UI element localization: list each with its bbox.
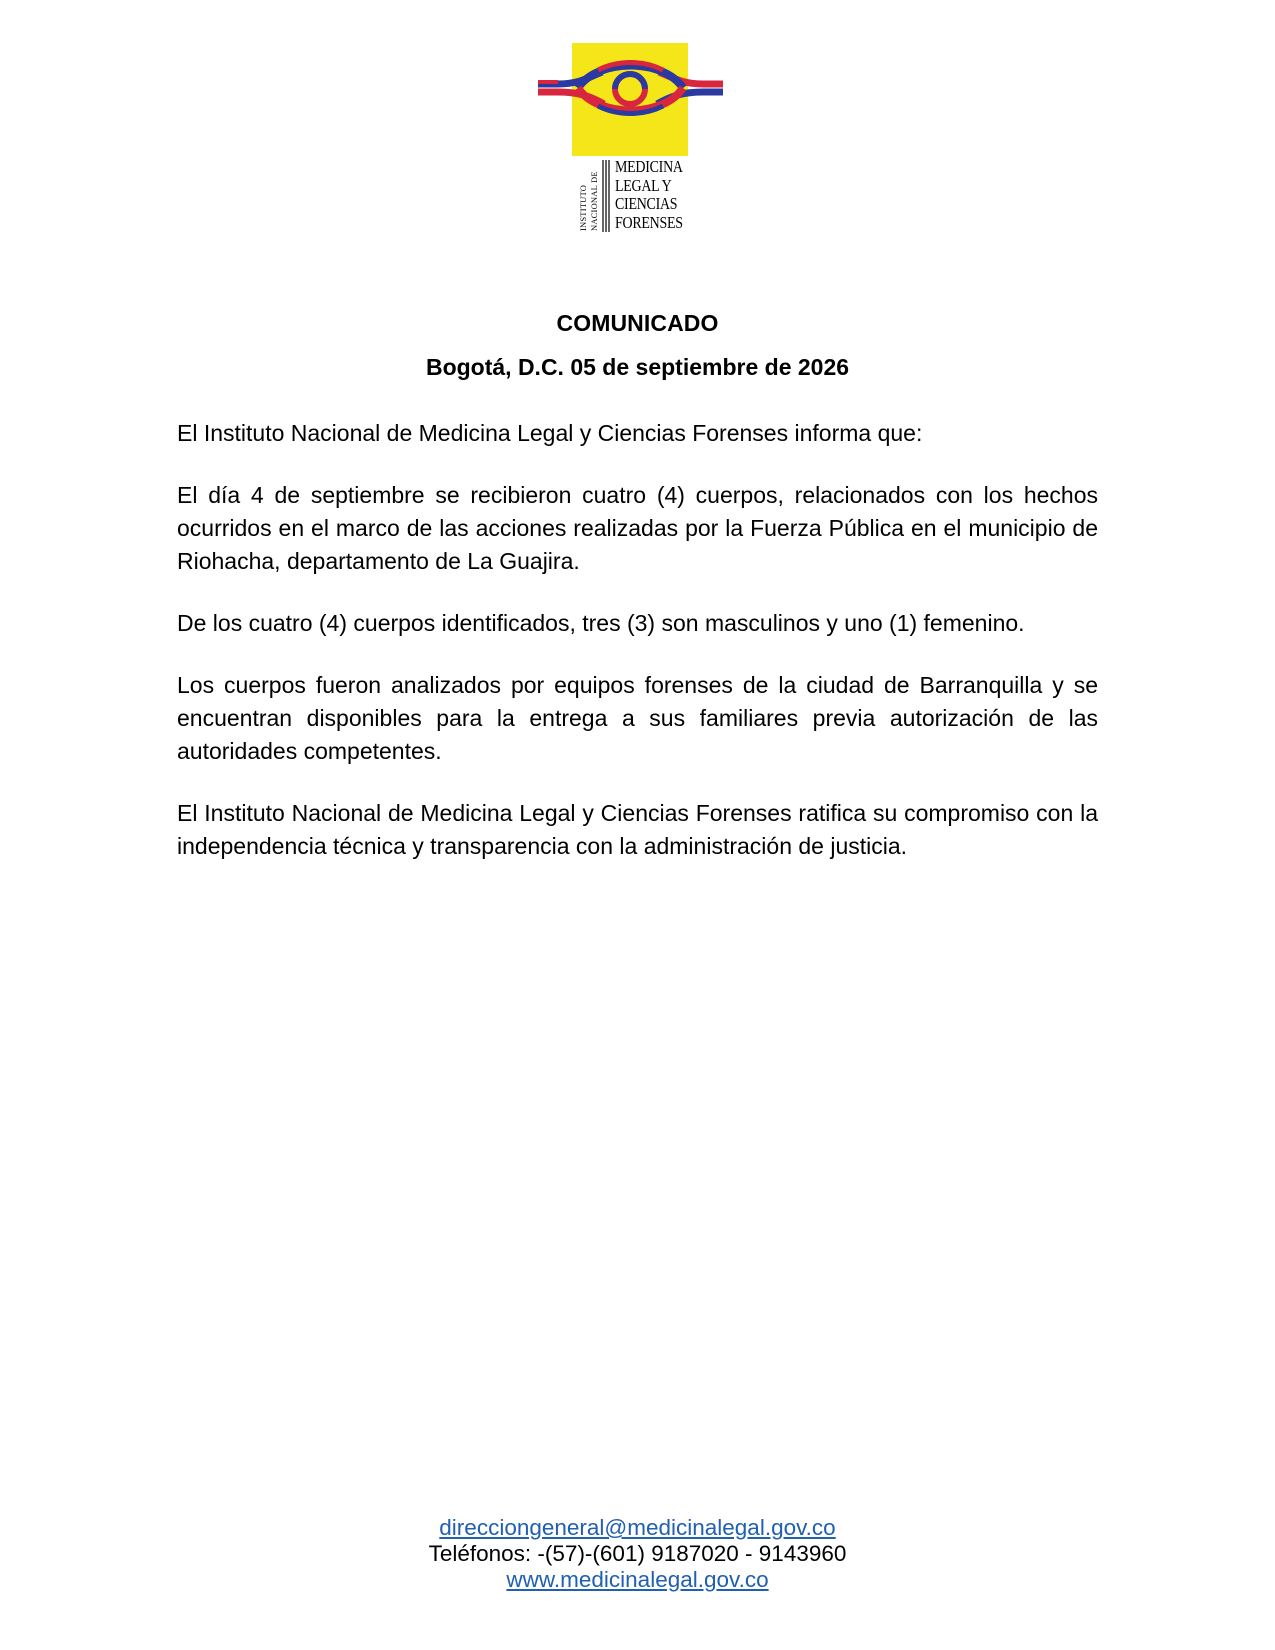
logo-vertical-line-1: INSTITUTO xyxy=(578,184,588,231)
logo-word-4: FORENSES xyxy=(615,212,683,232)
footer-website-link[interactable]: www.medicinalegal.gov.co xyxy=(506,1567,769,1592)
paragraph-received: El día 4 de septiembre se recibieron cuatro (4) cuerpos, relacionados con los hechos ocurridos en el marco de las acciones realizadas por la Fuerza Pública en el municipio de Riohacha, departamento de La Guajira. xyxy=(177,482,1098,574)
logo-vertical-text xyxy=(578,158,616,233)
paragraph-identified: De los cuatro (4) cuerpos identificados, tres (3) son masculinos y uno (1) femenino. xyxy=(177,610,1025,636)
logo-words xyxy=(615,158,683,232)
paragraph-analyzed: Los cuerpos fueron analizados por equipos forenses de la ciudad de Barranquilla y se encuentran disponibles para la entrega a sus familiares previa autorización de las autoridades competentes. xyxy=(177,672,1098,764)
footer-email-link[interactable]: direcciongeneral@medicinalegal.gov.co xyxy=(439,1515,836,1540)
logo-wordmark xyxy=(578,158,718,233)
paragraph-commitment: El Instituto Nacional de Medicina Legal y Ciencias Forenses ratifica su compromiso con la independencia técnica y transparencia con la administración de justicia. xyxy=(177,800,1098,859)
footer-phones: Teléfonos: -(57)-(601) 9187020 - 9143960 xyxy=(428,1541,847,1566)
institute-logo xyxy=(538,40,723,240)
paragraph-intro: El Instituto Nacional de Medicina Legal y Ciencias Forenses informa que: xyxy=(177,420,923,446)
document-title: COMUNICADO xyxy=(556,310,719,336)
logo-bars-icon xyxy=(601,160,611,232)
logo-word-2: LEGAL Y xyxy=(615,175,672,195)
document-body xyxy=(177,417,1098,892)
logo-word-3: CIENCIAS xyxy=(615,194,678,213)
logo-emblem-icon xyxy=(538,40,723,160)
logo-word-1: MEDICINA xyxy=(615,157,683,176)
logo-vertical-line-2: NACIONAL DE xyxy=(589,171,599,231)
document-date-line: Bogotá, D.C. 05 de septiembre de 2026 xyxy=(425,354,850,380)
document-footer xyxy=(0,1515,1275,1593)
